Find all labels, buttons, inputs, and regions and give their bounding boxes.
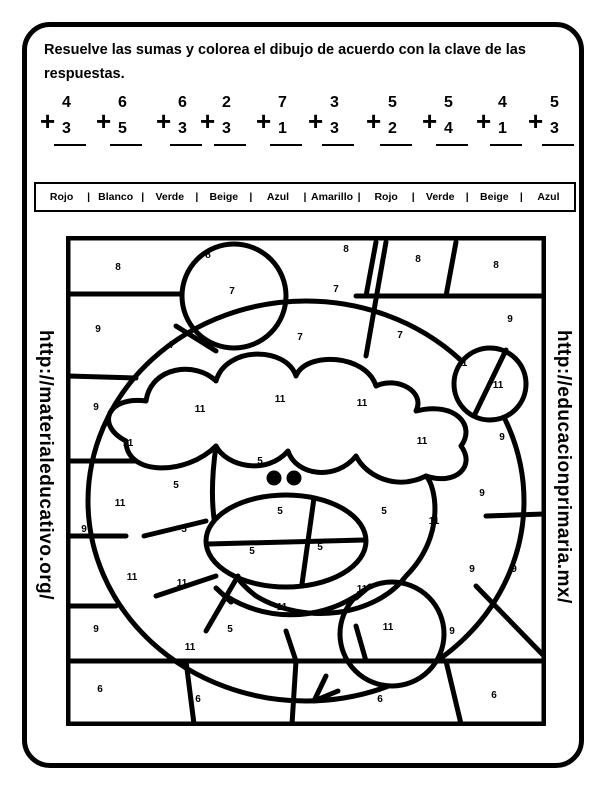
region-number: 5: [257, 456, 263, 467]
region-number: 11: [356, 584, 368, 595]
region-number: 11: [194, 404, 206, 415]
sum-bottom: 3: [62, 120, 71, 137]
sum-6: [308, 92, 358, 152]
region-number: 7: [169, 340, 175, 351]
sum-bottom: 3: [178, 120, 187, 137]
region-number: 7: [397, 330, 403, 341]
sum-bottom: 5: [118, 120, 127, 137]
region-number: 9: [469, 564, 475, 575]
key-separator: |: [411, 191, 415, 203]
plus-sign: +: [256, 106, 272, 136]
region-number: 5: [227, 624, 233, 635]
key-separator: |: [357, 191, 361, 203]
watermark-left: http://materialeducativo.org/: [35, 330, 56, 600]
region-number: 5: [277, 506, 283, 517]
region-number: 5: [381, 506, 387, 517]
plus-sign: +: [200, 106, 216, 136]
region-number: 11: [126, 572, 138, 583]
region-number: 9: [93, 402, 99, 413]
region-number: 5: [317, 542, 323, 553]
sum-1: [40, 92, 90, 152]
sum-top: 4: [498, 94, 507, 111]
sum-9: [476, 92, 526, 152]
plus-sign: +: [476, 106, 492, 136]
sum-line: [322, 144, 354, 146]
region-number: 9: [93, 624, 99, 635]
sum-top: 6: [118, 94, 127, 111]
sum-line: [542, 144, 574, 146]
region-number: 9: [507, 314, 513, 325]
sums-row: [40, 92, 580, 152]
sum-bottom: 1: [498, 120, 507, 137]
sum-top: 5: [550, 94, 559, 111]
region-number: 9: [499, 432, 505, 443]
key-color-1: Rojo: [49, 191, 74, 203]
sum-line: [170, 144, 202, 146]
region-number: 11: [356, 398, 368, 409]
sum-line: [110, 144, 142, 146]
key-separator: |: [249, 191, 253, 203]
region-number: 11: [176, 578, 188, 589]
sum-bottom: 3: [222, 120, 231, 137]
sum-line: [54, 144, 86, 146]
key-separator: |: [87, 191, 91, 203]
region-number: 11: [184, 642, 196, 653]
region-number: 6: [491, 690, 497, 701]
key-separator: |: [141, 191, 145, 203]
sum-bottom: 3: [330, 120, 339, 137]
key-color-9: Beige: [480, 191, 509, 203]
region-number: 8: [205, 250, 211, 261]
key-separator: |: [519, 191, 523, 203]
region-number: 11: [456, 358, 468, 369]
sum-7: [366, 92, 416, 152]
plus-sign: +: [96, 106, 112, 136]
sum-top: 5: [388, 94, 397, 111]
region-number: 6: [195, 694, 201, 705]
region-number: 8: [343, 244, 349, 255]
key-separator: |: [195, 191, 199, 203]
sum-top: 3: [330, 94, 339, 111]
sum-5: [256, 92, 306, 152]
sum-top: 2: [222, 94, 231, 111]
region-number: 11: [122, 438, 134, 449]
sum-line: [380, 144, 412, 146]
key-color-10: Azul: [537, 191, 560, 203]
region-number: 11: [416, 436, 428, 447]
region-number: 11: [428, 516, 440, 527]
key-separator: |: [465, 191, 469, 203]
sum-top: 6: [178, 94, 187, 111]
region-number: 6: [377, 694, 383, 705]
sum-top: 7: [278, 94, 287, 111]
sum-line: [436, 144, 468, 146]
coloring-picture: [66, 236, 546, 726]
region-number: 9: [81, 524, 87, 535]
sum-top: 5: [444, 94, 453, 111]
region-number: 7: [229, 286, 235, 297]
sum-bottom: 4: [444, 120, 453, 137]
plus-sign: +: [366, 106, 382, 136]
region-number: 9: [511, 564, 517, 575]
key-color-5: Azul: [266, 191, 290, 203]
sum-bottom: 1: [278, 120, 287, 137]
key-separator: |: [303, 191, 307, 203]
sum-line: [490, 144, 522, 146]
sum-line: [214, 144, 246, 146]
key-color-2: Blanco: [98, 191, 134, 203]
color-key: [34, 182, 576, 212]
sum-top: 4: [62, 94, 71, 111]
region-number: 8: [115, 262, 121, 273]
key-color-4: Beige: [209, 191, 239, 203]
instructions: Resuelve las sumas y colorea el dibujo de acuerdo con la clave de las respuestas.: [44, 42, 526, 82]
key-color-6: Amarillo: [311, 191, 354, 203]
region-number: 11: [276, 602, 288, 613]
region-number: 5: [249, 546, 255, 557]
key-color-3: Verde: [155, 191, 185, 203]
region-number: 11: [382, 622, 394, 633]
region-number: 5: [173, 480, 179, 491]
picture-border: [68, 238, 544, 724]
watermark-right: http://educacionprimaria.mx/: [553, 330, 574, 604]
plus-sign: +: [528, 106, 544, 136]
region-number: 9: [479, 488, 485, 499]
plus-sign: +: [40, 106, 56, 136]
region-number: 9: [95, 324, 101, 335]
sum-3: [156, 92, 206, 152]
region-number: 5: [181, 524, 187, 535]
key-color-8: Verde: [425, 191, 455, 203]
region-number: 6: [97, 684, 103, 695]
region-number: 11: [114, 498, 126, 509]
region-number: 9: [449, 626, 455, 637]
region-number: 7: [333, 284, 339, 295]
plus-sign: +: [422, 106, 438, 136]
plus-sign: +: [156, 106, 172, 136]
sum-10: [528, 92, 578, 152]
sum-4: [200, 92, 250, 152]
sum-2: [96, 92, 146, 152]
sum-bottom: 3: [550, 120, 559, 137]
region-number: 11: [274, 394, 286, 405]
plus-sign: +: [308, 106, 324, 136]
region-number: 8: [415, 254, 421, 265]
region-number: 7: [297, 332, 303, 343]
region-number: 11: [492, 380, 504, 391]
sum-8: [422, 92, 472, 152]
region-number: 8: [493, 260, 499, 271]
sum-line: [270, 144, 302, 146]
sum-bottom: 2: [388, 120, 397, 137]
key-color-7: Rojo: [374, 191, 398, 203]
